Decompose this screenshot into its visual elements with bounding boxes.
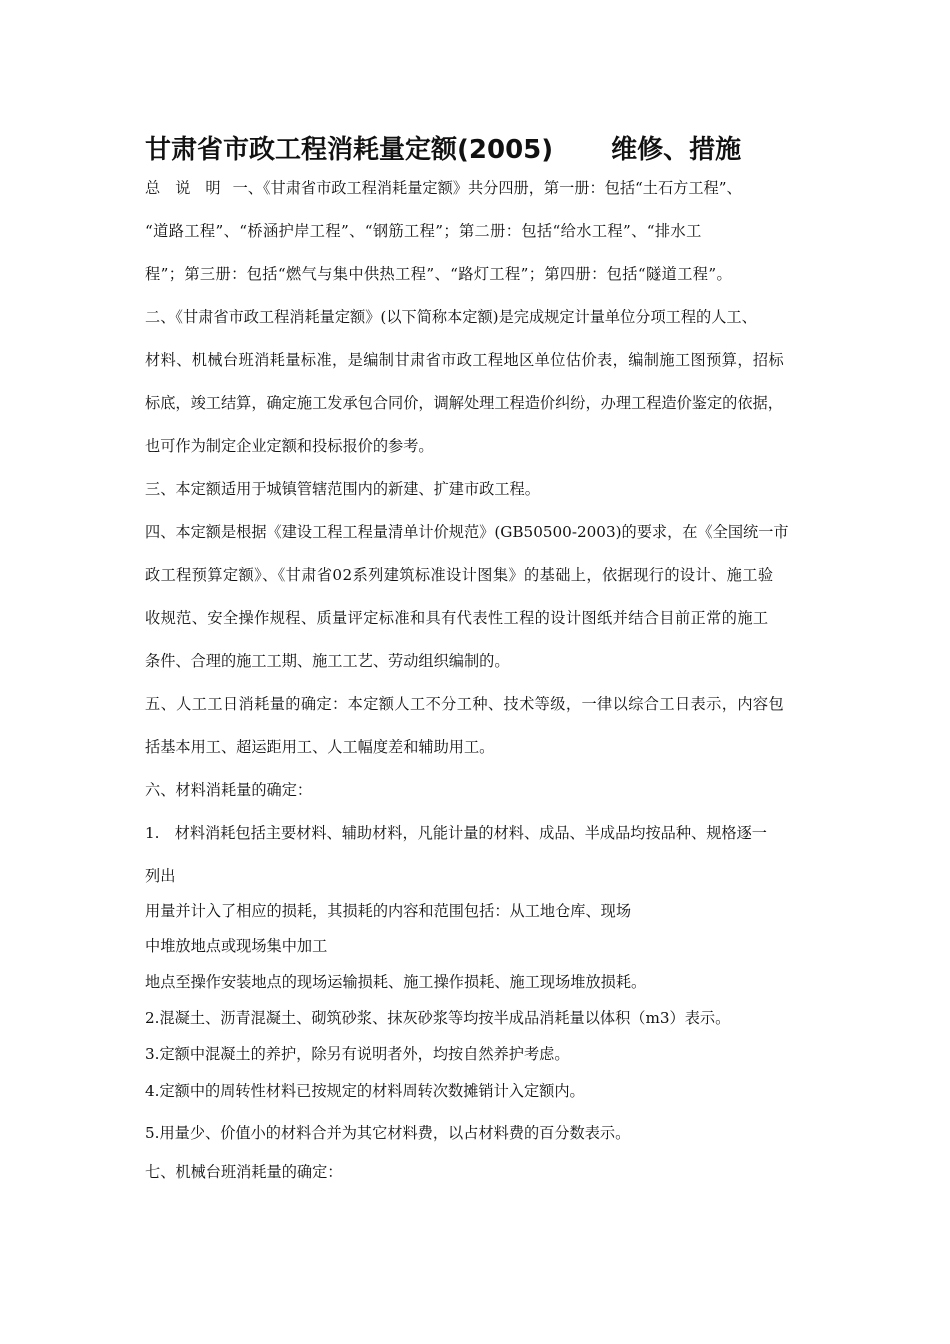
paragraph-line-5: 材料、机械台班消耗量标准，是编制甘肃省市政工程地区单位估价表，编制施工图预算，招标 xyxy=(145,351,785,369)
document-title xyxy=(145,128,845,172)
paragraph-line-4: 二、《甘肃省市政工程消耗量定额》(以下简称本定额)是完成规定计量单位分项工程的人工、 xyxy=(145,308,757,326)
paragraph-line-15: 六、材料消耗量的确定： xyxy=(145,781,313,799)
paragraph-line-9: 四、本定额是根据《建设工程工程量清单计价规范》(GB50500-2003)的要求，在《全国统一市 xyxy=(145,523,789,541)
paragraph-line-3: 程”；第三册：包括“燃气与集中供热工程”、“路灯工程”；第四册：包括“隧道工程”。 xyxy=(145,265,733,283)
paragraph-line-6: 标底，竣工结算，确定施工发承包合同价，调解处理工程造价纠纷，办理工程造价鉴定的依据， xyxy=(145,394,783,412)
paragraph-line-11: 收规范、安全操作规程、质量评定标准和具有代表性工程的设计图纸并结合目前正常的施工 xyxy=(145,609,769,627)
paragraph-line-14: 括基本用工、超运距用工、人工幅度差和辅助用工。 xyxy=(145,738,495,756)
paragraph-line-25: 七、机械台班消耗量的确定： xyxy=(145,1163,343,1181)
paragraph-line-2: “道路工程”、“桥涵护岸工程”、“钢筋工程”；第二册：包括“给水工程”、“排水工 xyxy=(145,222,702,240)
title-main: 甘肃省市政工程消耗量定额(2005) xyxy=(145,135,554,165)
paragraph-line-7: 也可作为制定企业定额和投标报价的参考。 xyxy=(145,437,434,455)
paragraph-line-13: 五、人工工日消耗量的确定：本定额人工不分工种、技术等级，一律以综合工日表示，内容包 xyxy=(145,695,785,713)
paragraph-line-20: 地点至操作安装地点的现场运输损耗、施工操作损耗、施工现场堆放损耗。 xyxy=(145,973,647,991)
paragraph-line-12: 条件、合理的施工工期、施工工艺、劳动组织编制的。 xyxy=(145,652,510,670)
paragraph-line-23: 4.定额中的周转性材料已按规定的材料周转次数摊销计入定额内。 xyxy=(145,1082,585,1100)
paragraph-line-24: 5.用量少、价值小的材料合并为其它材料费，以占材料费的百分数表示。 xyxy=(145,1124,631,1142)
paragraph-line-21: 2.混凝土、沥青混凝土、砌筑砂浆、抹灰砂浆等均按半成品消耗量以体积（m3）表示。 xyxy=(145,1009,731,1027)
paragraph-line-text: 一、《甘肃省市政工程消耗量定额》共分四册，第一册：包括“土石方工程”、 xyxy=(232,179,742,197)
paragraph-line-10: 政工程预算定额》、《甘肃省02系列建筑标准设计图集》的基础上，依据现行的设计、施工验 xyxy=(145,566,774,584)
general-notes-heading: 总说明 xyxy=(145,179,236,197)
paragraph-line-8: 三、本定额适用于城镇管辖范围内的新建、扩建市政工程。 xyxy=(145,480,540,498)
paragraph-line-17: 列出 xyxy=(145,867,176,885)
paragraph-line-1 xyxy=(145,176,825,200)
paragraph-line-16: 1. 材料消耗包括主要材料、辅助材料，凡能计量的材料、成品、半成品均按品种、规格逐一 xyxy=(145,824,767,842)
paragraph-line-22: 3.定额中混凝土的养护，除另有说明者外，均按自然养护考虑。 xyxy=(145,1045,570,1063)
paragraph-line-18: 用量并计入了相应的损耗，其损耗的内容和范围包括：从工地仓库、现场 xyxy=(145,902,631,920)
title-subtitle: 维修、措施 xyxy=(611,135,742,165)
paragraph-line-19: 中堆放地点或现场集中加工 xyxy=(145,937,328,955)
